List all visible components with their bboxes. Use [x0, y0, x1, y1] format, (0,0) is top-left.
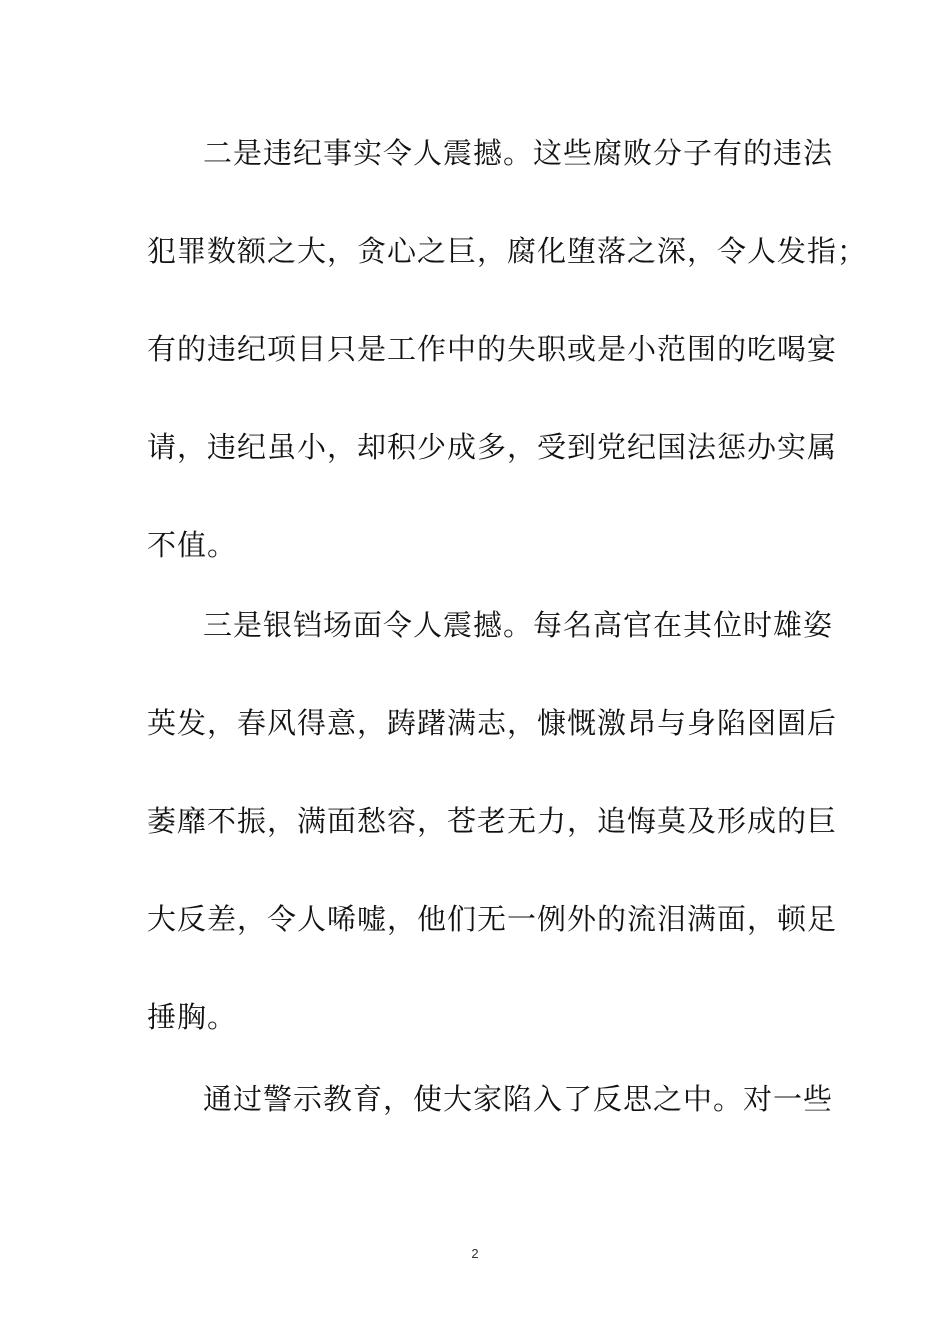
paragraph-line: 有的违纪项目只是工作中的失职或是小范围的吃喝宴	[147, 332, 838, 366]
paragraph-line: 英发，春风得意，踌躇满志，慷慨激昂与身陷囹圄后	[147, 706, 838, 740]
paragraph-line: 捶胸。	[147, 1000, 238, 1034]
paragraph-line: 不值。	[147, 528, 238, 562]
paragraph-line: 犯罪数额之大，贪心之巨，腐化堕落之深，令人发指；	[147, 234, 868, 268]
paragraph-line: 萎靡不振，满面愁容，苍老无力，追悔莫及形成的巨	[147, 804, 838, 838]
paragraph-line: 通过警示教育，使大家陷入了反思之中。对一些	[203, 1082, 834, 1116]
paragraph-line: 二是违纪事实令人震撼。这些腐败分子有的违法	[203, 136, 834, 170]
paragraph-line: 请，违纪虽小，却积少成多，受到党纪国法惩办实属	[147, 430, 838, 464]
paragraph-line: 大反差，令人唏嘘，他们无一例外的流泪满面，顿足	[147, 902, 838, 936]
paragraph-line: 三是银铛场面令人震撼。每名高官在其位时雄姿	[203, 608, 834, 642]
page-number: 2	[471, 1246, 479, 1261]
